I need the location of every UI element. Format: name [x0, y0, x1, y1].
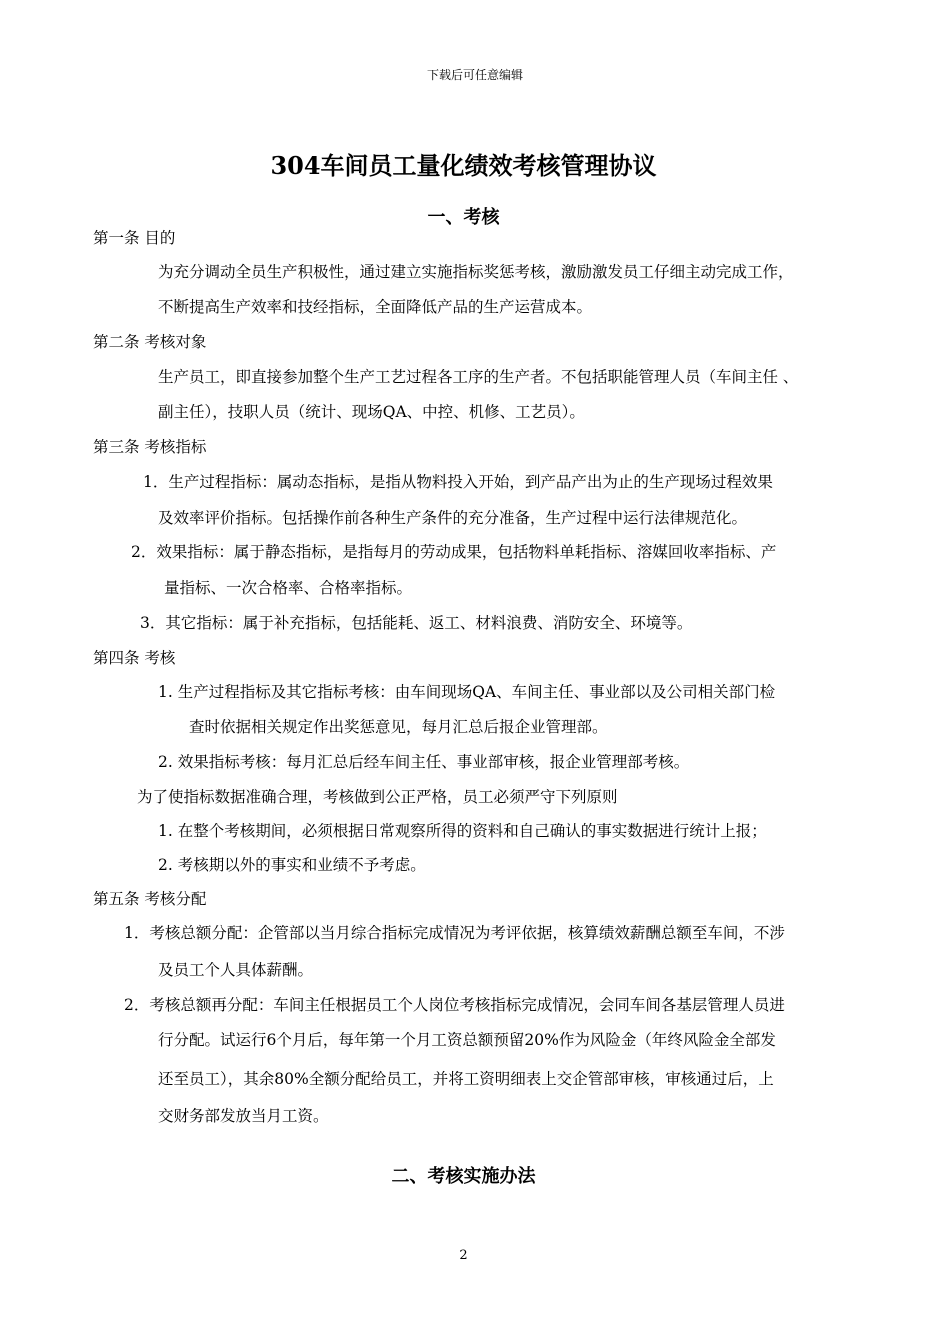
- article-4-item-line: 2. 效果指标考核：每月汇总后经车间主任、事业部审核，报企业管理部考核。: [158, 753, 690, 771]
- article-5-item-line: 及员工个人具体薪酬。: [158, 961, 314, 979]
- page-number: 2: [459, 1248, 468, 1263]
- article-4-principle: 1. 在整个考核期间，必须根据日常观察所得的资料和自己确认的事实数据进行统计上报；: [158, 822, 767, 840]
- article-4-item-line: 1. 生产过程指标及其它指标考核：由车间现场QA、车间主任、事业部以及公司相关部门检: [158, 683, 776, 701]
- article-2-text-line: 副主任），技职人员（统计、现场QA、中控、机修、工艺员）。: [158, 403, 585, 421]
- header-note: 下载后可任意编辑: [426, 68, 523, 82]
- article-2-text-line: 生产员工，即直接参加整个生产工艺过程各工序的生产者。不包括职能管理人员（车间主任 、: [158, 368, 799, 386]
- article-5-item-line: 1．考核总额分配：企管部以当月综合指标完成情况为考评依据，核算绩效薪酬总额至车间，不涉: [124, 924, 785, 942]
- article-2-label: 第二条 考核对象: [93, 333, 207, 351]
- article-3-item-line: 1．生产过程指标：属动态指标，是指从物料投入开始，到产品产出为止的生产现场过程效果: [143, 473, 773, 491]
- article-4-principle: 2. 考核期以外的事实和业绩不予考虑。: [158, 856, 426, 874]
- article-5-item-line: 还至员工），其余80%全额分配给员工，并将工资明细表上交企管部审核，审核通过后，上: [158, 1070, 774, 1088]
- article-3-label: 第三条 考核指标: [93, 438, 207, 456]
- document-title: 304车间员工量化绩效考核管理协议: [270, 151, 657, 180]
- article-4-principle-intro: 为了使指标数据准确合理，考核做到公正严格，员工必须严守下列原则: [137, 788, 618, 806]
- article-5-item-line: 2．考核总额再分配：车间主任根据员工个人岗位考核指标完成情况，会同车间各基层管理人员进: [124, 996, 785, 1014]
- article-3-item-line: 量指标、一次合格率、合格率指标。: [164, 579, 413, 597]
- section-heading-2: 二、考核实施办法: [391, 1166, 536, 1187]
- article-3-item-line: 及效率评价指标。包括操作前各种生产条件的充分准备，生产过程中运行法律规范化。: [158, 509, 748, 527]
- article-4-label: 第四条 考核: [93, 649, 176, 667]
- article-3-item-line: 3．其它指标：属于补充指标，包括能耗、返工、材料浪费、消防安全、环境等。: [140, 614, 693, 632]
- article-1-text-line: 不断提高生产效率和技经指标，全面降低产品的生产运营成本。: [158, 298, 593, 316]
- article-1-text-line: 为充分调动全员生产积极性，通过建立实施指标奖惩考核，激励激发员工仔细主动完成工作，: [158, 263, 794, 281]
- article-3-item-line: 2．效果指标：属于静态指标，是指每月的劳动成果，包括物料单耗指标、溶媒回收率指标、产: [131, 543, 777, 561]
- article-5-item-line: 行分配。试运行6个月后，每年第一个月工资总额预留20%作为风险金（年终风险金全部发: [158, 1031, 776, 1049]
- section-heading-1: 一、考核: [427, 207, 500, 228]
- article-1-label: 第一条 目的: [93, 229, 176, 247]
- article-5-label: 第五条 考核分配: [93, 890, 207, 908]
- article-4-item-line: 查时依据相关规定作出奖惩意见，每月汇总后报企业管理部。: [189, 718, 608, 736]
- article-5-item-line: 交财务部发放当月工资。: [158, 1107, 329, 1125]
